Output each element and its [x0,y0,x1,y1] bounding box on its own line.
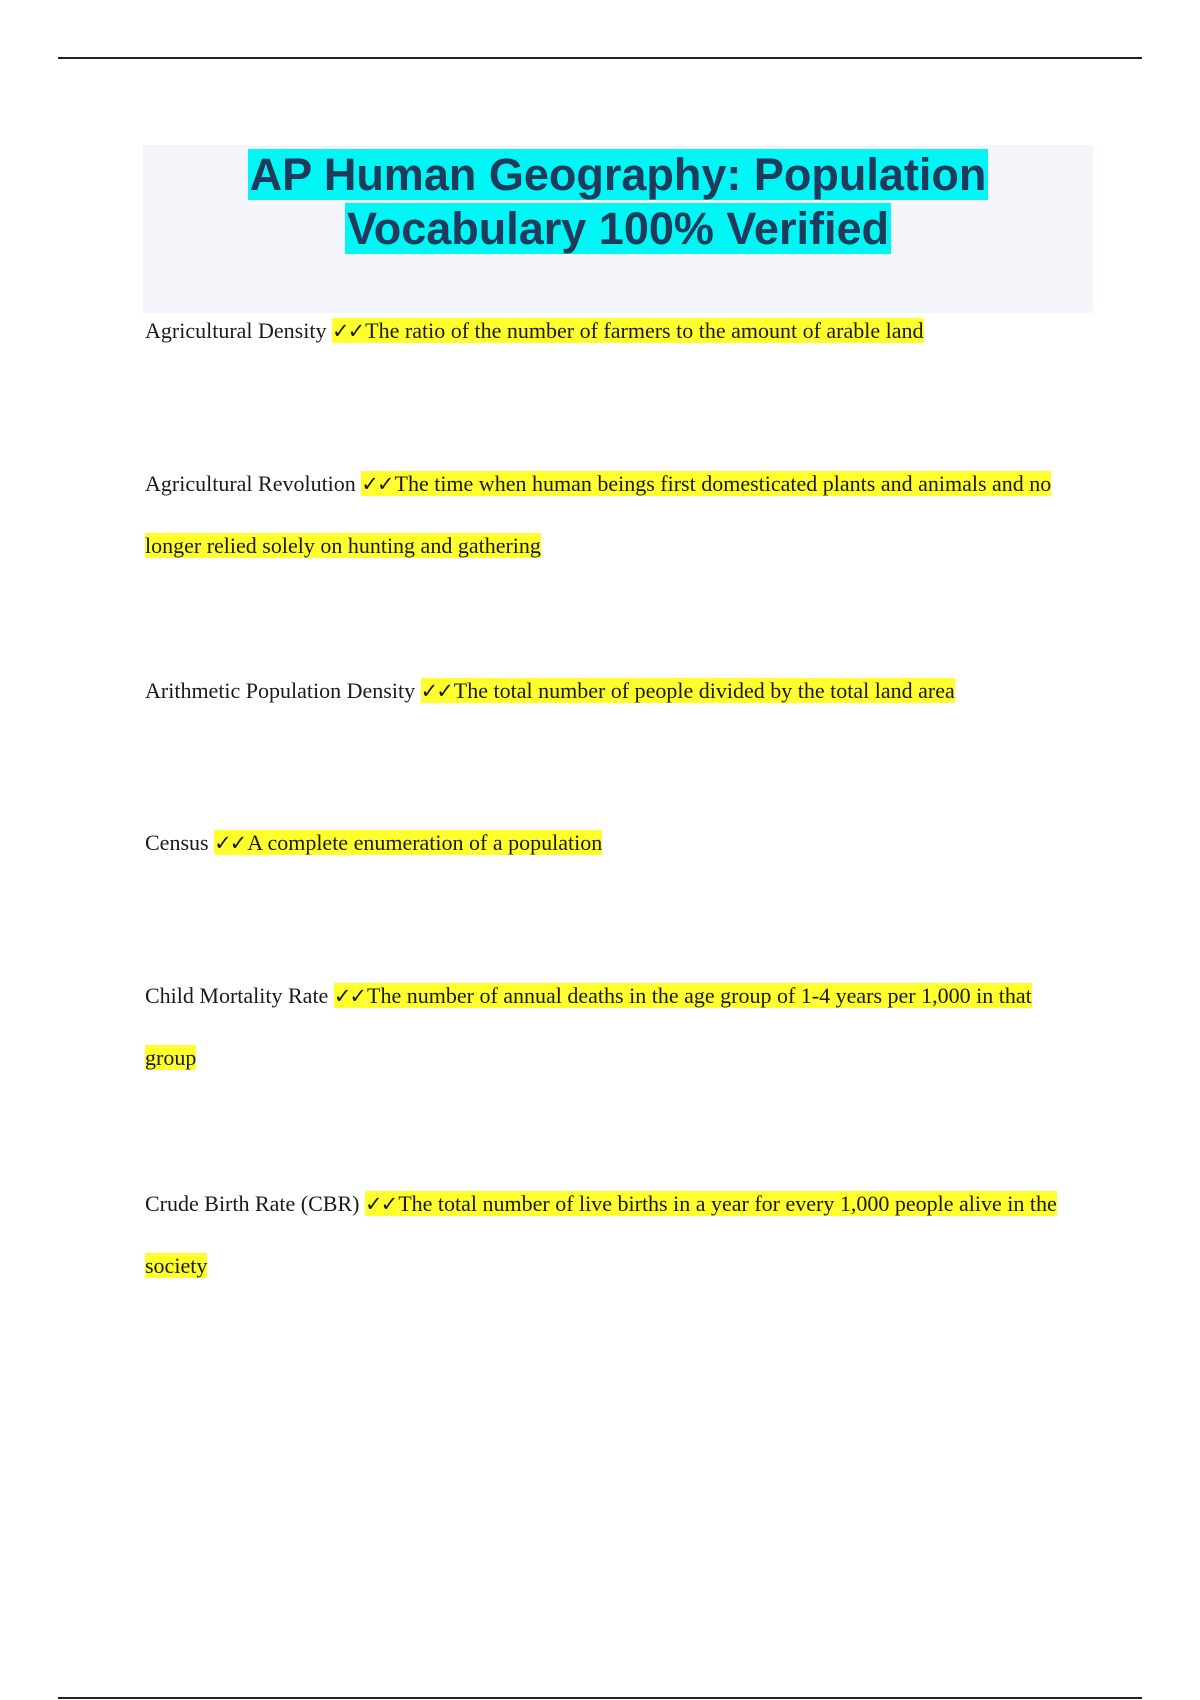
page-title [143,145,1093,256]
title-line-2: Vocabulary 100% Verified [347,203,889,254]
header-rule [58,57,1142,59]
definition-text: The total number of live births in a year for every 1,000 people alive in the society [145,1191,1057,1278]
vocab-definition [332,318,924,343]
check-icon: ✓✓ [364,1192,397,1216]
vocab-term: Census [145,830,209,855]
vocab-entry [145,965,1085,1088]
vocab-term: Crude Birth Rate (CBR) [145,1191,360,1216]
check-icon: ✓✓ [333,984,366,1008]
vocab-entry [145,1173,1085,1296]
check-icon: ✓✓ [361,472,393,496]
vocab-entry [145,812,1085,874]
vocab-entry [145,453,1085,576]
check-icon: ✓✓ [214,831,246,855]
vocab-term: Agricultural Density [145,318,327,343]
footer-rule [58,1697,1142,1699]
definition-text: The time when human beings first domesticated plants and animals and no longer relied solely on hunting and gathering [145,471,1052,558]
title-block [143,145,1093,313]
vocab-term: Child Mortality Rate [145,983,329,1008]
vocab-term: Arithmetic Population Density [145,678,416,703]
vocab-entry [145,300,1085,362]
check-icon: ✓✓ [420,679,452,703]
definition-text: A complete enumeration of a population [247,830,603,855]
title-line-1: AP Human Geography: Population [249,149,987,200]
vocab-definition [421,678,955,703]
definition-text: The number of annual deaths in the age group of 1-4 years per 1,000 in that group [145,983,1032,1070]
check-icon: ✓✓ [331,319,364,343]
definition-text: The ratio of the number of farmers to the amount of arable land [365,318,924,343]
vocab-definition [214,830,602,855]
vocab-entry [145,660,1085,722]
vocab-term: Agricultural Revolution [145,471,356,496]
definition-text: The total number of people divided by the total land area [453,678,955,703]
